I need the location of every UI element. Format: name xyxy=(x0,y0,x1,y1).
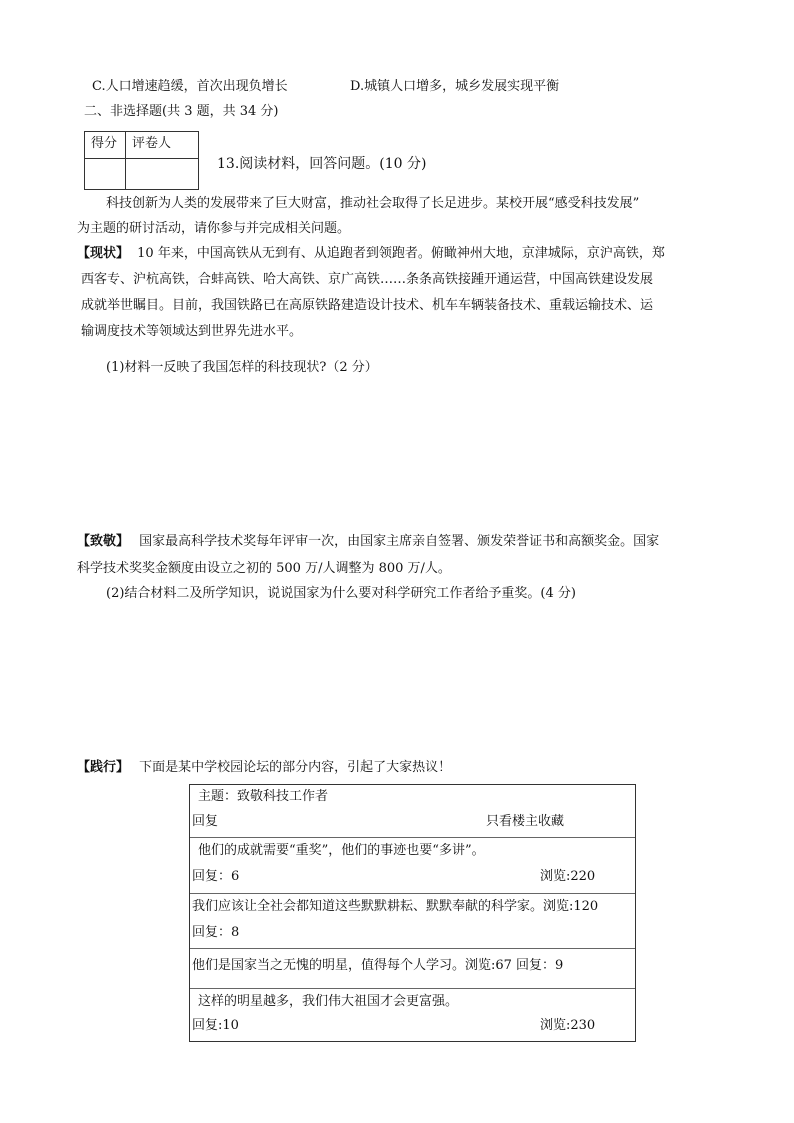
score-cell[interactable] xyxy=(85,159,126,190)
forum-post-4-views: 浏览:230 xyxy=(540,1018,596,1033)
tribute-paragraph-line-1 xyxy=(77,534,659,550)
practice-text: 下面是某中学校园论坛的部分内容，引起了大家热议！ xyxy=(139,760,452,775)
status-text-1: 10 年来，中国高铁从无到有、从追跑者到领跑者。俯瞰神州大地，京津城际，京沪高铁，郑 xyxy=(137,246,665,261)
status-label: 【现状】 xyxy=(77,246,130,261)
forum-post-1-replies: 回复：6 xyxy=(192,869,240,884)
tribute-paragraph-line-2: 科学技术奖奖金额度由设立之初的 500 万/人调整为 800 万/人。 xyxy=(77,561,451,576)
forum-post-1-text: 他们的成就需要“重奖”，他们的事迹也要“多讲”。 xyxy=(198,843,485,858)
forum-post-3-text: 他们是国家当之无愧的明星，值得每个人学习。浏览:67 回复：9 xyxy=(192,958,564,973)
tribute-label: 【致敬】 xyxy=(77,534,130,549)
question-1: (1)材料一反映了我国怎样的科技现状?（2 分） xyxy=(106,360,378,375)
question-13-title: 13.阅读材料，回答问题。(10 分) xyxy=(217,156,427,172)
option-d: D.城镇人口增多，城乡发展实现平衡 xyxy=(350,79,560,94)
forum-post-4 xyxy=(190,988,635,1043)
forum-owner-only-link[interactable]: 只看楼主收藏 xyxy=(486,814,565,829)
grader-cell[interactable] xyxy=(126,159,199,190)
score-table xyxy=(84,131,199,190)
forum-topic: 主题：致敬科技工作者 xyxy=(198,789,329,804)
forum-post-4-text: 这样的明星越多，我们伟大祖国才会更富强。 xyxy=(198,994,459,1009)
status-paragraph-line-4: 输调度技术等领域达到世界先进水平。 xyxy=(81,324,303,339)
status-paragraph-line-3: 成就举世瞩目。目前，我国铁路已在高原铁路建造设计技术、机车车辆装备技术、重载运输技术、运 xyxy=(81,298,654,313)
practice-line xyxy=(77,760,451,776)
section-heading: 二、非选择题(共 3 题，共 34 分) xyxy=(84,104,279,119)
status-paragraph-line-2: 西客专、沪杭高铁，合蚌高铁、哈大高铁、京广高铁……条条高铁接踵开通运营，中国高铁建设发展 xyxy=(81,272,654,287)
intro-line-2: 为主题的研讨活动，请你参与并完成相关问题。 xyxy=(77,221,351,236)
tribute-text-1: 国家最高科学技术奖每年评审一次，由国家主席亲自签署、颁发荣誉证书和高额奖金。国家 xyxy=(139,534,660,549)
forum-post-4-replies: 回复:10 xyxy=(192,1018,239,1033)
forum-header-row xyxy=(190,785,635,838)
forum-post-1 xyxy=(190,837,635,894)
practice-label: 【践行】 xyxy=(77,760,130,775)
grader-header: 评卷人 xyxy=(126,132,199,159)
forum-post-2-text: 我们应该让全社会都知道这些默默耕耘、默默奉献的科学家。浏览:120 xyxy=(192,899,599,914)
intro-line-1: 科技创新为人类的发展带来了巨大财富，推动社会取得了长足进步。某校开展“感受科技发展” xyxy=(106,196,640,211)
forum-table xyxy=(189,784,636,1042)
forum-post-2 xyxy=(190,893,635,949)
option-c: C.人口增速趋缓，首次出现负增长 xyxy=(92,79,288,94)
status-paragraph-line-1 xyxy=(77,246,665,262)
forum-post-3 xyxy=(190,948,635,989)
score-header: 得分 xyxy=(85,132,126,159)
forum-post-1-views: 浏览:220 xyxy=(540,869,596,884)
forum-post-2-replies: 回复：8 xyxy=(192,925,240,940)
forum-reply-header: 回复 xyxy=(192,814,219,829)
question-2: (2)结合材料二及所学知识，说说国家为什么要对科学研究工作者给予重奖。(4 分) xyxy=(106,586,576,601)
